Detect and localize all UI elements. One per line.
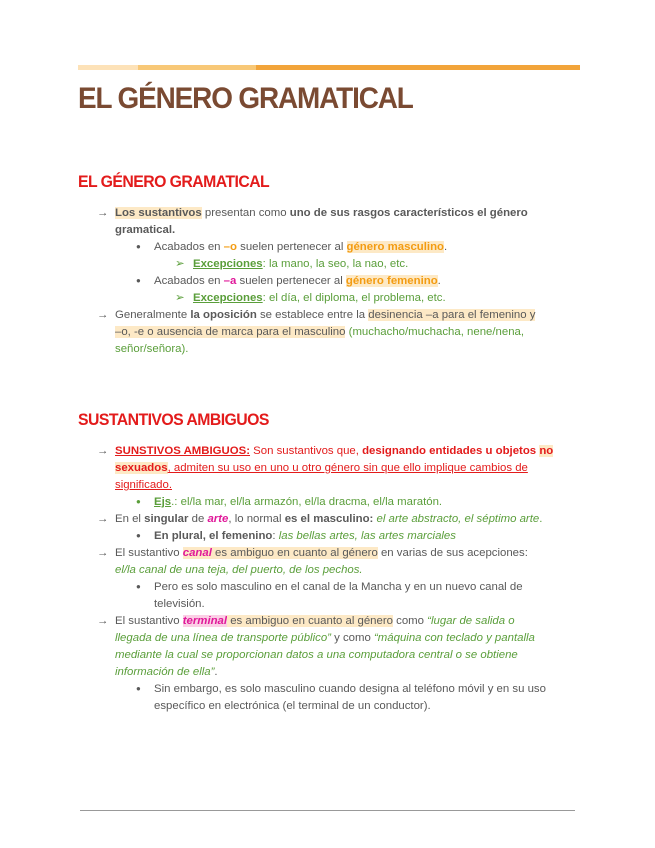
arrow-icon: → bbox=[97, 615, 109, 627]
bullet-icon: ● bbox=[136, 531, 141, 540]
text-line: En el singular de arte, lo normal es el masculino: el arte abstracto, el séptimo arte. bbox=[115, 513, 543, 525]
text-line: sexuados, admiten su uso en uno u otro género sin que ello implique cambios de bbox=[115, 462, 528, 474]
text-line: Acabados en –o suelen pertenecer al género masculino. bbox=[154, 241, 448, 253]
text-line: televisión. bbox=[154, 598, 205, 610]
arrow-icon: → bbox=[97, 547, 109, 559]
arrow-icon: → bbox=[97, 309, 109, 321]
arrow-icon: → bbox=[97, 513, 109, 525]
text-line: El sustantivo terminal es ambiguo en cuanto al género como “lugar de salida o bbox=[115, 615, 515, 627]
bar-segment-mid bbox=[138, 65, 256, 70]
section2-heading: SUSTANTIVOS AMBIGUOS bbox=[78, 410, 269, 429]
text-line: El sustantivo canal es ambiguo en cuanto al género en varias de sus acepciones: bbox=[115, 547, 528, 559]
text-line: SUNSTIVOS AMBIGUOS: Son sustantivos que, designando entidades u objetos no bbox=[115, 445, 554, 457]
text-line: Ejs.: el/la mar, el/la armazón, el/la dracma, el/la maratón. bbox=[154, 496, 443, 508]
text-line: –o, -e o ausencia de marca para el masculino (muchacho/muchacha, nene/nena, bbox=[115, 326, 525, 338]
bar-segment-dark bbox=[256, 65, 580, 70]
text-line: Excepciones: la mano, la seo, la nao, etc. bbox=[193, 258, 409, 270]
text-line: información de ella”. bbox=[115, 666, 218, 678]
sub-arrow-icon: ➢ bbox=[175, 292, 185, 304]
text-line: En plural, el femenino: las bellas artes, las artes marciales bbox=[154, 530, 456, 542]
arrow-icon: → bbox=[97, 207, 109, 219]
bullet-icon: ● bbox=[136, 242, 141, 251]
text-line: el/la canal de una teja, del puerto, de los pechos. bbox=[115, 564, 363, 576]
bar-segment-light bbox=[78, 65, 138, 70]
text-line: Los sustantivos presentan como uno de sus rasgos característicos el género bbox=[115, 207, 528, 219]
bullet-icon: ● bbox=[136, 582, 141, 591]
section1-heading: EL GÉNERO GRAMATICAL bbox=[78, 172, 270, 191]
text-line: Excepciones: el día, el diploma, el problema, etc. bbox=[193, 292, 446, 304]
top-decorative-bar bbox=[78, 65, 580, 70]
text-line: mediante la cual se proporcionan datos a una computadora central o se obtiene bbox=[115, 649, 518, 661]
bullet-icon: ● bbox=[136, 497, 141, 506]
text-line: Acabados en –a suelen pertenecer al género femenino. bbox=[154, 275, 441, 287]
arrow-icon: → bbox=[97, 445, 109, 457]
text-line: Sin embargo, es solo masculino cuando designa al teléfono móvil y en su uso bbox=[154, 683, 546, 695]
text-line: señor/señora). bbox=[115, 343, 189, 355]
text-line: gramatical. bbox=[115, 224, 176, 236]
text-line: específico en electrónica (el terminal de un conductor). bbox=[154, 700, 431, 712]
text-line: llegada de una línea de transporte público” y como “máquina con teclado y pantalla bbox=[115, 632, 535, 644]
footer-divider bbox=[80, 810, 575, 811]
bullet-icon: ● bbox=[136, 276, 141, 285]
document-title: EL GÉNERO GRAMATICAL bbox=[78, 82, 413, 115]
sub-arrow-icon: ➢ bbox=[175, 258, 185, 270]
text-line: Generalmente la oposición se establece entre la desinencia –a para el femenino y bbox=[115, 309, 536, 321]
bullet-icon: ● bbox=[136, 684, 141, 693]
text-line: significado. bbox=[115, 479, 172, 491]
text-line: Pero es solo masculino en el canal de la Mancha y en un nuevo canal de bbox=[154, 581, 523, 593]
